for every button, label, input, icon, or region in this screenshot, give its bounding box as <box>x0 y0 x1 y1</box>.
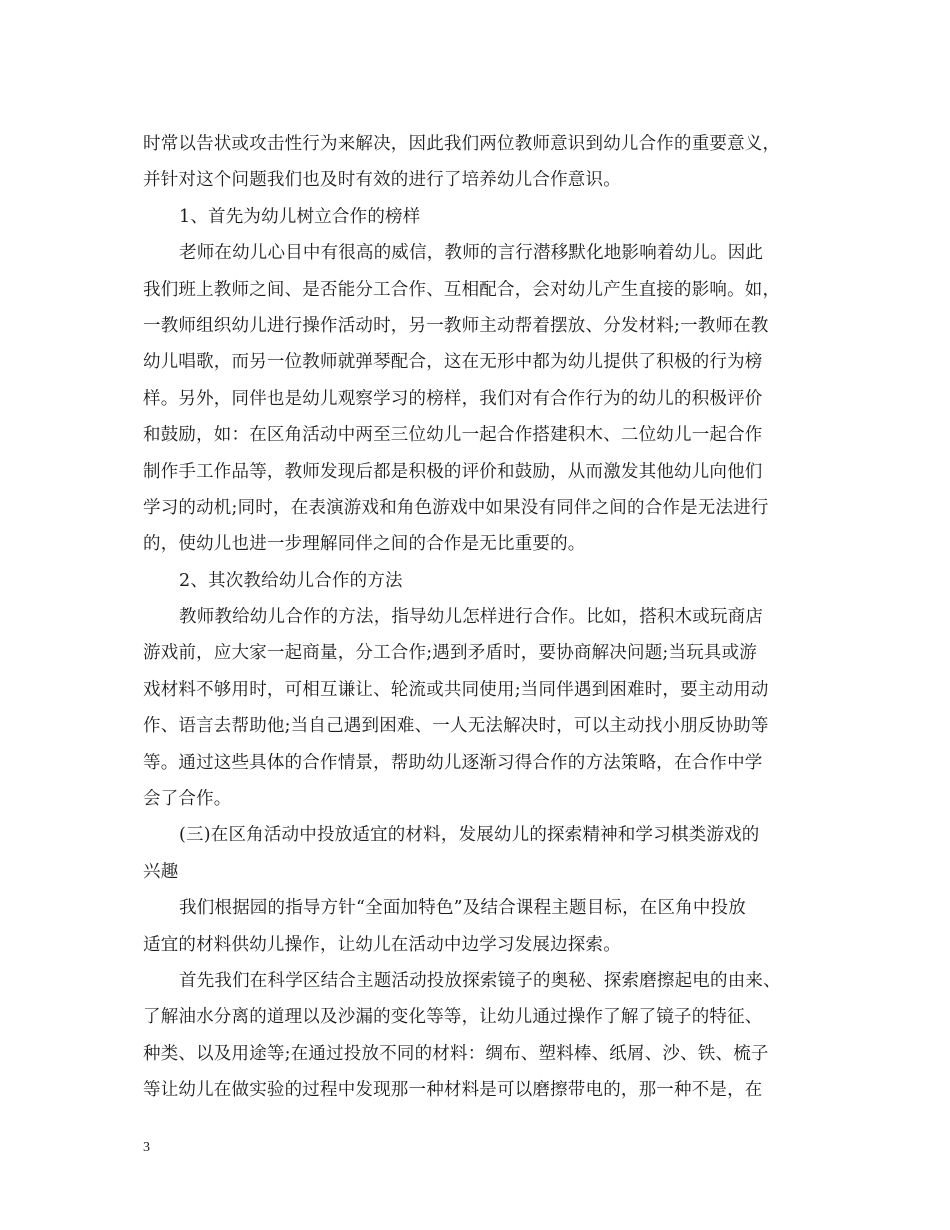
text-line: 幼儿唱歌，而另一位教师就弹琴配合，这在无形中都为幼儿提供了积极的行为榜 <box>143 352 763 373</box>
page-number: 3 <box>143 1140 150 1155</box>
text-line: 和鼓励，如：在区角活动中两至三位幼儿一起合作搭建积木、二位幼儿一起合作 <box>143 425 763 446</box>
text-line: 时常以告状或攻击性行为来解决，因此我们两位教师意识到幼儿合作的重要意义， <box>143 134 781 154</box>
text-line: 等让幼儿在做实验的过程中发现那一种材料是可以磨擦带电的，那一种不是，在 <box>143 1080 763 1101</box>
text-line: 我们根据园的指导方针“全面加特色”及结合课程主题目标，在区角中投放 <box>179 898 746 919</box>
text-line: 等。通过这些具体的合作情景，帮助幼儿逐渐习得合作的方法策略，在合作中学 <box>143 752 763 773</box>
text-line: 一教师组织幼儿进行操作活动时，另一教师主动帮着摆放、分发材料;一教师在教 <box>143 315 769 336</box>
text-line: 样。另外，同伴也是幼儿观察学习的榜样，我们对有合作行为的幼儿的积极评价 <box>143 388 763 409</box>
text-line: 首先我们在科学区结合主题活动投放探索镜子的奥秘、探索磨擦起电的由来、 <box>179 970 781 991</box>
text-line: 兴趣 <box>143 861 179 882</box>
text-line: 1、首先为幼儿树立合作的榜样 <box>179 206 421 227</box>
text-line: 教师教给幼儿合作的方法，指导幼儿怎样进行合作。比如，搭积木或玩商店 <box>179 607 764 628</box>
text-line: 老师在幼儿心目中有很高的威信，教师的言行潜移默化地影响着幼儿。因此 <box>179 243 764 264</box>
text-line: 的，使幼儿也进一步理解同伴之间的合作是无比重要的。 <box>143 534 586 555</box>
text-line: 戏材料不够用时，可相互谦让、轮流或共同使用;当同伴遇到困难时，要主动用动 <box>143 679 769 700</box>
text-line: 我们班上教师之间、是否能分工合作、互相配合，会对幼儿产生直接的影响。如， <box>143 279 781 300</box>
text-line: 并针对这个问题我们也及时有效的进行了培养幼儿合作意识。 <box>143 170 621 191</box>
text-line: 游戏前，应大家一起商量，分工合作;遇到矛盾时，要协商解决问题;当玩具或游 <box>143 643 757 664</box>
text-line: 学习的动机;同时，在表演游戏和角色游戏中如果没有同伴之间的合作是无法进行 <box>143 497 769 518</box>
text-line: 会了合作。 <box>143 789 232 810</box>
text-line: 适宜的材料供幼儿操作，让幼儿在活动中边学习发展边探索。 <box>143 934 621 955</box>
document-body <box>143 126 807 1109</box>
text-line: 了解油水分离的道理以及沙漏的变化等等，让幼儿通过操作了解了镜子的特征、 <box>143 1007 763 1028</box>
text-line: 种类、以及用途等;在通过投放不同的材料：绸布、塑料棒、纸屑、沙、铁、梳子 <box>143 1043 769 1064</box>
text-line: 作、语言去帮助他;当自己遇到困难、一人无法解决时，可以主动找小朋反协助等 <box>143 716 769 737</box>
text-line: 制作手工作品等，教师发现后都是积极的评价和鼓励，从而激发其他幼儿向他们 <box>143 461 763 482</box>
text-line: (三)在区角活动中投放适宜的材料，发展幼儿的探索精神和学习棋类游戏的 <box>179 825 760 846</box>
text-line: 2、其次教给幼儿合作的方法 <box>179 570 403 591</box>
